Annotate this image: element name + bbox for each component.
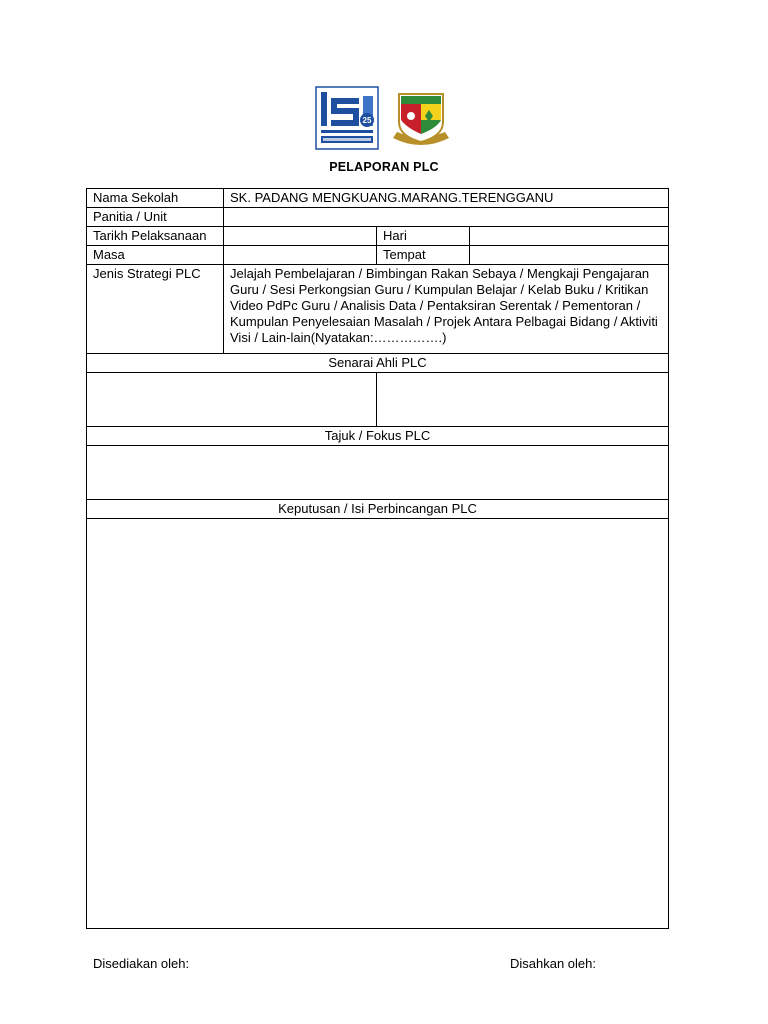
disediakan-label: Disediakan oleh: xyxy=(93,956,190,971)
senarai-ahli-field-left[interactable] xyxy=(87,373,377,427)
row-panitia xyxy=(87,208,669,227)
tajuk-fokus-heading: Tajuk / Fokus PLC xyxy=(87,427,669,446)
row-senarai-fields xyxy=(87,373,669,427)
strategi-label: Jenis Strategi PLC xyxy=(87,265,224,354)
row-senarai-heading xyxy=(87,354,669,373)
keputusan-heading: Keputusan / Isi Perbincangan PLC xyxy=(87,500,669,519)
masa-label: Masa xyxy=(87,246,224,265)
nama-sekolah-label: Nama Sekolah xyxy=(87,189,224,208)
senarai-ahli-heading: Senarai Ahli PLC xyxy=(87,354,669,373)
nama-sekolah-value[interactable]: SK. PADANG MENGKUANG.MARANG.TERENGGANU xyxy=(224,189,669,208)
tempat-label: Tempat xyxy=(377,246,470,265)
disahkan-label: Disahkan oleh: xyxy=(510,956,596,971)
row-tajuk-heading xyxy=(87,427,669,446)
row-keputusan-field xyxy=(87,519,669,929)
school-crest-logo xyxy=(389,86,453,150)
row-tajuk-field xyxy=(87,446,669,500)
row-tarikh-hari xyxy=(87,227,669,246)
logo-number: 25 xyxy=(362,116,372,125)
tarikh-label: Tarikh Pelaksanaan xyxy=(87,227,224,246)
row-nama-sekolah xyxy=(87,189,669,208)
header-logos xyxy=(0,86,768,150)
tempat-value[interactable] xyxy=(470,246,669,265)
row-keputusan-heading xyxy=(87,500,669,519)
tarikh-value[interactable] xyxy=(224,227,377,246)
hari-label: Hari xyxy=(377,227,470,246)
senarai-ahli-field-right[interactable] xyxy=(377,373,669,427)
row-strategi xyxy=(87,265,669,354)
panitia-label: Panitia / Unit xyxy=(87,208,224,227)
strategi-value: Jelajah Pembelajaran / Bimbingan Rakan Sebaya / Mengkaji Pengajaran Guru / Sesi Perkongsian Guru / Kumpulan Belajar / Kelab Buku / Kritikan Video PdPc Guru / Analisis Data / Pentaksiran Serentak / Pementoran / Kumpulan Penyelesaian Masalah / Projek Antara Pelbagai Bidang / Aktiviti Visi / Lain-lain(Nyatakan:…………….) xyxy=(224,265,669,354)
hari-value[interactable] xyxy=(470,227,669,246)
keputusan-field[interactable] xyxy=(87,519,669,929)
page-title: PELAPORAN PLC xyxy=(329,160,439,174)
masa-value[interactable] xyxy=(224,246,377,265)
tajuk-fokus-field[interactable] xyxy=(87,446,669,500)
plc-report-form xyxy=(86,188,669,929)
kpm-pajsk-logo xyxy=(315,86,379,150)
panitia-value[interactable] xyxy=(224,208,669,227)
row-masa-tempat xyxy=(87,246,669,265)
